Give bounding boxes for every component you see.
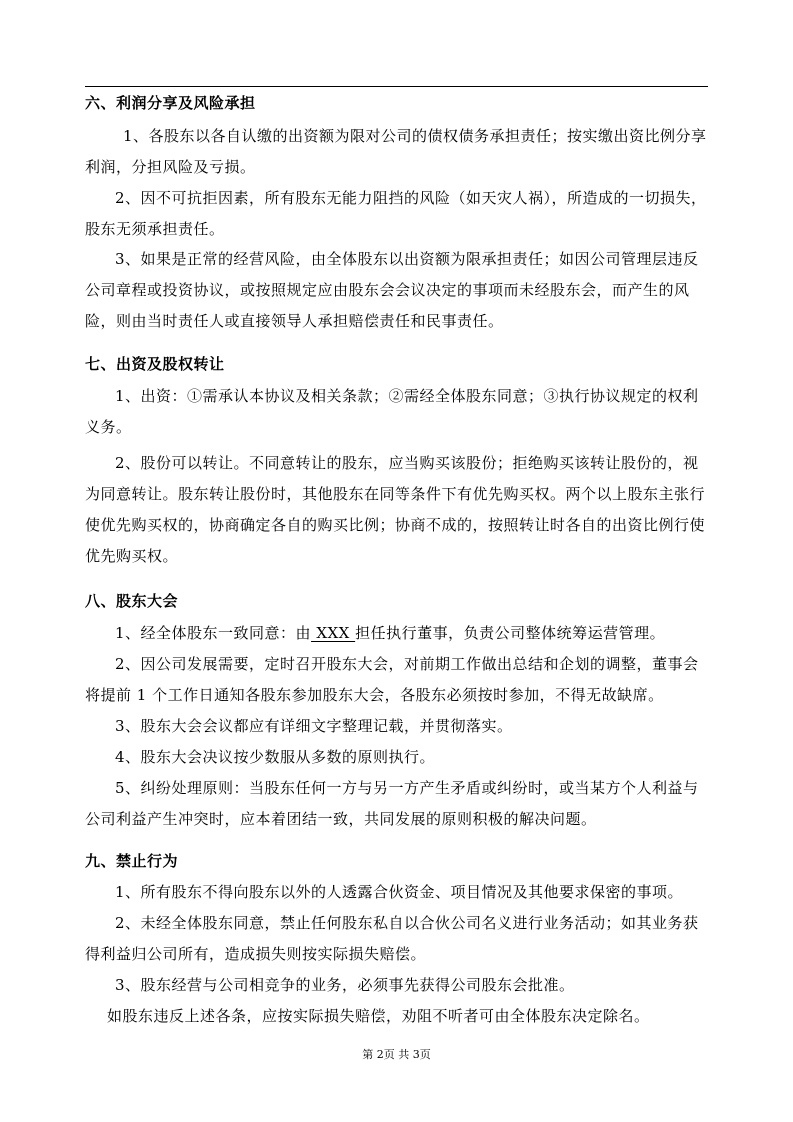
section-8-p1-prefix: 1、经全体股东一致同意：由: [115, 624, 312, 642]
section-9-paragraph-2: 2、未经全体股东同意，禁止任何股东私自以合伙公司名义进行业务活动；如其业务获得利益归公司所有，造成损失则按实际损失赔偿。: [85, 914, 699, 963]
section-8-heading: 八、股东大会: [85, 592, 179, 610]
section-9-paragraph-1: 1、所有股东不得向股东以外的人透露合伙资金、项目情况及其他要求保密的事项。: [115, 883, 684, 901]
section-6-heading: 六、利润分享及风险承担: [85, 94, 256, 112]
section-8-paragraph-2: 2、因公司发展需要，定时召开股东大会，对前期工作做出总结和企划的调整，董事会将提前 1 个工作日通知各股东参加股东大会，各股东必须按时参加，不得无故缺席。: [85, 655, 699, 704]
section-7-paragraph-1: 1、出资：①需承认本协议及相关条款；②需经全体股东同意；③执行协议规定的权利义务。: [85, 387, 699, 436]
section-6-paragraph-2: 2、因不可抗拒因素，所有股东无能力阻挡的风险（如天灾人祸），所造成的一切损失，股东无须承担责任。: [85, 189, 707, 238]
section-9-paragraph-4: 如股东违反上述各条，应按实际损失赔偿，劝阻不听者可由全体股东决定除名。: [107, 1007, 650, 1025]
executive-director-name: XXX: [311, 624, 356, 642]
section-6-paragraph-3: 3、如果是正常的经营风险，由全体股东以出资额为限承担责任；如因公司管理层违反公司章程或投资协议，或按照规定应由股东会会议决定的事项而未经股东会，而产生的风险，则由当时责任人或直接领导人承担赔偿责任和民事责任。: [85, 250, 699, 330]
section-7-paragraph-2: 2、股份可以转让。不同意转让的股东，应当购买该股份；拒绝购买该转让股份的，视为同意转让。股东转让股份时，其他股东在同等条件下有优先购买权。两个以上股东主张行使优先购买权的，协商确定各自的购买比例；协商不成的，按照转让时各自的出资比例行使优先购买权。: [85, 454, 706, 565]
section-6-paragraph-1: 1、各股东以各自认缴的出资额为限对公司的债权债务承担责任；按实缴出资比例分享利润，分担风险及亏损。: [85, 127, 707, 176]
section-8-paragraph-5: 5、纠纷处理原则：当股东任何一方与另一方产生矛盾或纠纷时，或当某方个人利益与公司利益产生冲突时，应本着团结一致，共同发展的原则积极的解决问题。: [85, 779, 699, 828]
section-8-p1-suffix: 担任执行董事，负责公司整体统筹运营管理。: [355, 624, 666, 642]
section-9-paragraph-3: 3、股东经营与公司相竞争的业务，必须事先获得公司股东会批准。: [115, 976, 575, 994]
section-9-heading: 九、禁止行为: [85, 852, 179, 870]
section-7-heading: 七、出资及股权转让: [85, 355, 225, 373]
section-8-paragraph-3: 3、股东大会会议都应有详细文字整理记载，并贯彻落实。: [115, 717, 513, 735]
section-8-paragraph-4: 4、股东大会决议按少数服从多数的原则执行。: [115, 748, 436, 766]
section-8-paragraph-1: [85, 618, 708, 649]
page-footer: 第 2页 共 3页: [362, 1048, 431, 1061]
header-rule: [85, 86, 708, 87]
